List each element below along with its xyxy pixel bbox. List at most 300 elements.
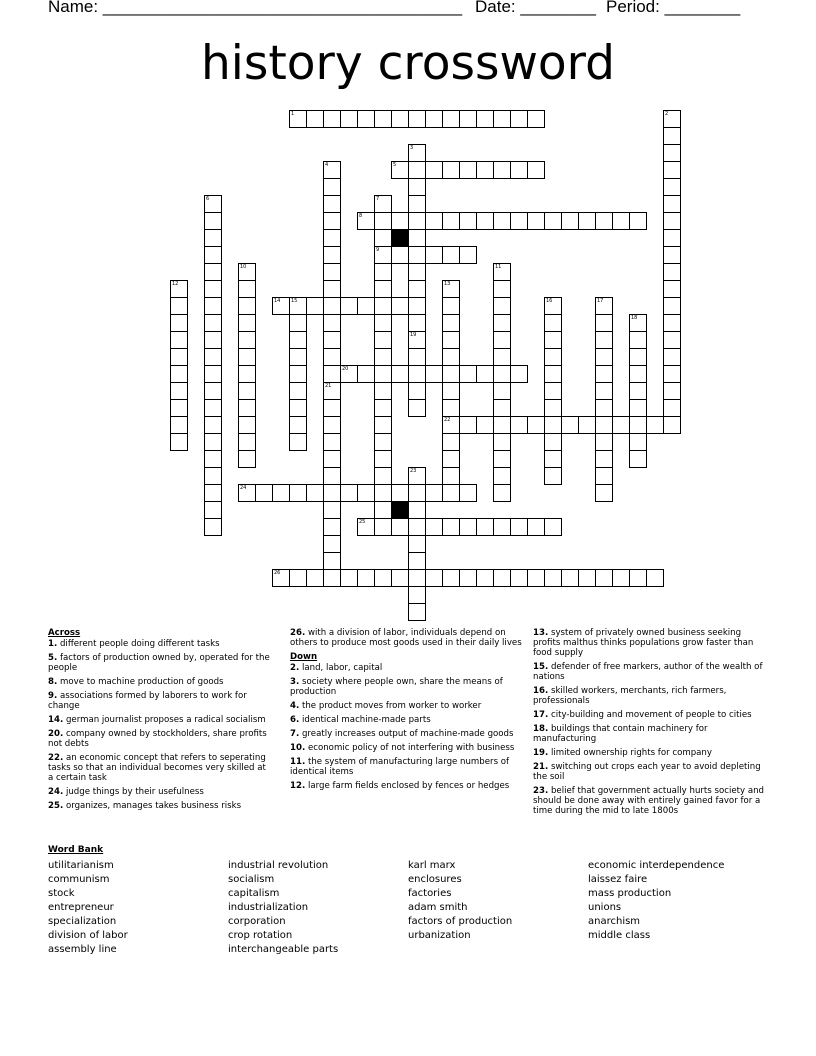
grid-cell[interactable]: [323, 314, 341, 332]
grid-cell[interactable]: [663, 348, 681, 366]
grid-cell[interactable]: [408, 314, 426, 332]
grid-cell[interactable]: [323, 365, 341, 383]
grid-cell[interactable]: [493, 348, 511, 366]
grid-cell[interactable]: [663, 399, 681, 417]
grid-cell[interactable]: [323, 484, 341, 502]
grid-cell[interactable]: [323, 416, 341, 434]
grid-cell[interactable]: [493, 433, 511, 451]
grid-cell[interactable]: [493, 161, 511, 179]
grid-cell[interactable]: [340, 365, 358, 383]
grid-cell[interactable]: [408, 501, 426, 519]
grid-cell[interactable]: [323, 399, 341, 417]
grid-cell[interactable]: [323, 552, 341, 570]
grid-cell[interactable]: [374, 467, 392, 485]
grid-cell[interactable]: [442, 484, 460, 502]
grid-cell[interactable]: [289, 382, 307, 400]
grid-cell[interactable]: [408, 161, 426, 179]
grid-cell[interactable]: [510, 365, 528, 383]
grid-cell[interactable]: [289, 314, 307, 332]
grid-cell[interactable]: [408, 518, 426, 536]
grid-cell[interactable]: [408, 552, 426, 570]
grid-cell[interactable]: [204, 484, 222, 502]
grid-cell[interactable]: [323, 569, 341, 587]
grid-cell[interactable]: [374, 365, 392, 383]
grid-cell[interactable]: [629, 348, 647, 366]
grid-cell[interactable]: [374, 433, 392, 451]
grid-cell[interactable]: [306, 484, 324, 502]
grid-cell[interactable]: [493, 399, 511, 417]
grid-cell[interactable]: [493, 382, 511, 400]
grid-cell[interactable]: [629, 314, 647, 332]
grid-cell[interactable]: [527, 161, 545, 179]
grid-cell[interactable]: [238, 450, 256, 468]
grid-cell[interactable]: [238, 484, 256, 502]
grid-cell[interactable]: [510, 110, 528, 128]
grid-cell[interactable]: [408, 399, 426, 417]
grid-cell[interactable]: [493, 416, 511, 434]
grid-cell[interactable]: [442, 450, 460, 468]
grid-cell[interactable]: [204, 467, 222, 485]
grid-cell[interactable]: [544, 297, 562, 315]
grid-cell[interactable]: [442, 314, 460, 332]
grid-cell[interactable]: [629, 416, 647, 434]
grid-cell[interactable]: [493, 314, 511, 332]
grid-cell[interactable]: [442, 569, 460, 587]
grid-cell[interactable]: [272, 297, 290, 315]
grid-cell[interactable]: [459, 212, 477, 230]
grid-cell[interactable]: [595, 348, 613, 366]
grid-cell[interactable]: [442, 331, 460, 349]
grid-cell[interactable]: [374, 382, 392, 400]
grid-cell[interactable]: [663, 127, 681, 145]
grid-cell[interactable]: [323, 229, 341, 247]
grid-cell[interactable]: [459, 569, 477, 587]
grid-cell[interactable]: [204, 246, 222, 264]
grid-cell[interactable]: [493, 263, 511, 281]
grid-cell[interactable]: [238, 314, 256, 332]
grid-cell[interactable]: [663, 331, 681, 349]
grid-cell[interactable]: [663, 314, 681, 332]
grid-cell[interactable]: [544, 416, 562, 434]
grid-cell[interactable]: [408, 467, 426, 485]
grid-cell[interactable]: [408, 212, 426, 230]
grid-cell[interactable]: [425, 484, 443, 502]
grid-cell[interactable]: [374, 195, 392, 213]
grid-cell[interactable]: [204, 501, 222, 519]
grid-cell[interactable]: [289, 110, 307, 128]
grid-cell[interactable]: [323, 348, 341, 366]
grid-cell[interactable]: [204, 450, 222, 468]
grid-cell[interactable]: [459, 110, 477, 128]
grid-cell[interactable]: [595, 467, 613, 485]
grid-cell[interactable]: [459, 484, 477, 502]
grid-cell[interactable]: [408, 263, 426, 281]
grid-cell[interactable]: [204, 348, 222, 366]
grid-cell[interactable]: [323, 161, 341, 179]
grid-cell[interactable]: [323, 382, 341, 400]
grid-cell[interactable]: [323, 246, 341, 264]
grid-cell[interactable]: [289, 569, 307, 587]
grid-cell[interactable]: [663, 280, 681, 298]
grid-cell[interactable]: [391, 297, 409, 315]
grid-cell[interactable]: [238, 416, 256, 434]
grid-cell[interactable]: [374, 484, 392, 502]
grid-cell[interactable]: [561, 212, 579, 230]
grid-cell[interactable]: [323, 178, 341, 196]
grid-cell[interactable]: [357, 365, 375, 383]
grid-cell[interactable]: [663, 297, 681, 315]
grid-cell[interactable]: [663, 416, 681, 434]
grid-cell[interactable]: [544, 518, 562, 536]
grid-cell[interactable]: [408, 348, 426, 366]
grid-cell[interactable]: [612, 416, 630, 434]
name-field[interactable]: Name: ______________________________________: [48, 0, 463, 16]
grid-cell[interactable]: [459, 416, 477, 434]
grid-cell[interactable]: [357, 484, 375, 502]
grid-cell[interactable]: [544, 433, 562, 451]
grid-cell[interactable]: [408, 280, 426, 298]
grid-cell[interactable]: [323, 501, 341, 519]
grid-cell[interactable]: [527, 569, 545, 587]
grid-cell[interactable]: [391, 569, 409, 587]
grid-cell[interactable]: [391, 246, 409, 264]
grid-cell[interactable]: [459, 518, 477, 536]
grid-cell[interactable]: [493, 365, 511, 383]
grid-cell[interactable]: [442, 467, 460, 485]
grid-cell[interactable]: [493, 518, 511, 536]
grid-cell[interactable]: [544, 467, 562, 485]
grid-cell[interactable]: [476, 212, 494, 230]
grid-cell[interactable]: [255, 484, 273, 502]
grid-cell[interactable]: [170, 433, 188, 451]
grid-cell[interactable]: [340, 569, 358, 587]
grid-cell[interactable]: [374, 229, 392, 247]
grid-cell[interactable]: [374, 518, 392, 536]
grid-cell[interactable]: [459, 246, 477, 264]
grid-cell[interactable]: [204, 229, 222, 247]
grid-cell[interactable]: [442, 433, 460, 451]
grid-cell[interactable]: [544, 450, 562, 468]
grid-cell[interactable]: [238, 280, 256, 298]
grid-cell[interactable]: [323, 110, 341, 128]
grid-cell[interactable]: [323, 263, 341, 281]
grid-cell[interactable]: [425, 246, 443, 264]
grid-cell[interactable]: [238, 331, 256, 349]
grid-cell[interactable]: [408, 569, 426, 587]
grid-cell[interactable]: [425, 110, 443, 128]
grid-cell[interactable]: [629, 569, 647, 587]
grid-cell[interactable]: [408, 229, 426, 247]
grid-cell[interactable]: [323, 467, 341, 485]
grid-cell[interactable]: [493, 467, 511, 485]
period-field[interactable]: Period: ________: [606, 0, 741, 16]
grid-cell[interactable]: [493, 280, 511, 298]
grid-cell[interactable]: [629, 331, 647, 349]
grid-cell[interactable]: [408, 110, 426, 128]
grid-cell[interactable]: [629, 399, 647, 417]
grid-cell[interactable]: [561, 416, 579, 434]
grid-cell[interactable]: [493, 450, 511, 468]
grid-cell[interactable]: [170, 348, 188, 366]
grid-cell[interactable]: [340, 484, 358, 502]
grid-cell[interactable]: [663, 110, 681, 128]
grid-cell[interactable]: [629, 365, 647, 383]
grid-cell[interactable]: [493, 484, 511, 502]
grid-cell[interactable]: [340, 297, 358, 315]
grid-cell[interactable]: [323, 433, 341, 451]
grid-cell[interactable]: [289, 297, 307, 315]
grid-cell[interactable]: [391, 365, 409, 383]
grid-cell[interactable]: [595, 569, 613, 587]
grid-cell[interactable]: [204, 263, 222, 281]
grid-cell[interactable]: [629, 382, 647, 400]
grid-cell[interactable]: [646, 416, 664, 434]
grid-cell[interactable]: [442, 365, 460, 383]
grid-cell[interactable]: [323, 331, 341, 349]
grid-cell[interactable]: [374, 297, 392, 315]
grid-cell[interactable]: [374, 280, 392, 298]
grid-cell[interactable]: [357, 569, 375, 587]
grid-cell[interactable]: [442, 348, 460, 366]
grid-cell[interactable]: [442, 382, 460, 400]
grid-cell[interactable]: [391, 484, 409, 502]
grid-cell[interactable]: [238, 348, 256, 366]
grid-cell[interactable]: [289, 399, 307, 417]
grid-cell[interactable]: [357, 110, 375, 128]
grid-cell[interactable]: [272, 569, 290, 587]
grid-cell[interactable]: [204, 399, 222, 417]
grid-cell[interactable]: [544, 348, 562, 366]
grid-cell[interactable]: [425, 569, 443, 587]
grid-cell[interactable]: [374, 450, 392, 468]
grid-cell[interactable]: [442, 110, 460, 128]
grid-cell[interactable]: [289, 484, 307, 502]
grid-cell[interactable]: [391, 518, 409, 536]
grid-cell[interactable]: [289, 433, 307, 451]
grid-cell[interactable]: [527, 416, 545, 434]
grid-cell[interactable]: [323, 195, 341, 213]
grid-cell[interactable]: [323, 297, 341, 315]
grid-cell[interactable]: [442, 518, 460, 536]
grid-cell[interactable]: [544, 365, 562, 383]
grid-cell[interactable]: [204, 212, 222, 230]
grid-cell[interactable]: [510, 212, 528, 230]
grid-cell[interactable]: [204, 518, 222, 536]
grid-cell[interactable]: [476, 518, 494, 536]
grid-cell[interactable]: [663, 212, 681, 230]
grid-cell[interactable]: [578, 212, 596, 230]
grid-cell[interactable]: [663, 246, 681, 264]
grid-cell[interactable]: [238, 297, 256, 315]
grid-cell[interactable]: [374, 569, 392, 587]
grid-cell[interactable]: [629, 450, 647, 468]
grid-cell[interactable]: [663, 229, 681, 247]
grid-cell[interactable]: [408, 178, 426, 196]
grid-cell[interactable]: [476, 161, 494, 179]
grid-cell[interactable]: [493, 569, 511, 587]
grid-cell[interactable]: [663, 263, 681, 281]
grid-cell[interactable]: [170, 280, 188, 298]
grid-cell[interactable]: [476, 365, 494, 383]
grid-cell[interactable]: [544, 569, 562, 587]
grid-cell[interactable]: [374, 399, 392, 417]
grid-cell[interactable]: [510, 416, 528, 434]
grid-cell[interactable]: [595, 433, 613, 451]
grid-cell[interactable]: [374, 212, 392, 230]
grid-cell[interactable]: [323, 212, 341, 230]
grid-cell[interactable]: [442, 246, 460, 264]
grid-cell[interactable]: [408, 603, 426, 621]
grid-cell[interactable]: [595, 399, 613, 417]
grid-cell[interactable]: [544, 212, 562, 230]
grid-cell[interactable]: [170, 416, 188, 434]
grid-cell[interactable]: [391, 110, 409, 128]
grid-cell[interactable]: [595, 297, 613, 315]
grid-cell[interactable]: [289, 331, 307, 349]
grid-cell[interactable]: [408, 144, 426, 162]
grid-cell[interactable]: [595, 416, 613, 434]
grid-cell[interactable]: [442, 297, 460, 315]
grid-cell[interactable]: [238, 382, 256, 400]
grid-cell[interactable]: [663, 178, 681, 196]
grid-cell[interactable]: [204, 297, 222, 315]
grid-cell[interactable]: [357, 212, 375, 230]
grid-cell[interactable]: [408, 535, 426, 553]
grid-cell[interactable]: [442, 280, 460, 298]
grid-cell[interactable]: [544, 331, 562, 349]
grid-cell[interactable]: [204, 433, 222, 451]
grid-cell[interactable]: [493, 212, 511, 230]
grid-cell[interactable]: [204, 314, 222, 332]
grid-cell[interactable]: [442, 399, 460, 417]
grid-cell[interactable]: [663, 144, 681, 162]
date-field[interactable]: Date: ________: [475, 0, 596, 16]
grid-cell[interactable]: [442, 416, 460, 434]
grid-cell[interactable]: [170, 331, 188, 349]
grid-cell[interactable]: [408, 382, 426, 400]
grid-cell[interactable]: [595, 382, 613, 400]
grid-cell[interactable]: [544, 399, 562, 417]
grid-cell[interactable]: [476, 416, 494, 434]
grid-cell[interactable]: [204, 331, 222, 349]
grid-cell[interactable]: [663, 365, 681, 383]
grid-cell[interactable]: [374, 331, 392, 349]
grid-cell[interactable]: [527, 518, 545, 536]
grid-cell[interactable]: [629, 433, 647, 451]
grid-cell[interactable]: [442, 212, 460, 230]
grid-cell[interactable]: [527, 110, 545, 128]
grid-cell[interactable]: [374, 246, 392, 264]
grid-cell[interactable]: [340, 110, 358, 128]
grid-cell[interactable]: [663, 161, 681, 179]
grid-cell[interactable]: [408, 484, 426, 502]
grid-cell[interactable]: [238, 263, 256, 281]
grid-cell[interactable]: [170, 399, 188, 417]
grid-cell[interactable]: [204, 365, 222, 383]
grid-cell[interactable]: [374, 263, 392, 281]
grid-cell[interactable]: [408, 331, 426, 349]
grid-cell[interactable]: [493, 297, 511, 315]
grid-cell[interactable]: [425, 212, 443, 230]
grid-cell[interactable]: [170, 314, 188, 332]
grid-cell[interactable]: [612, 569, 630, 587]
grid-cell[interactable]: [629, 212, 647, 230]
grid-cell[interactable]: [391, 161, 409, 179]
grid-cell[interactable]: [374, 348, 392, 366]
grid-cell[interactable]: [595, 314, 613, 332]
grid-cell[interactable]: [323, 518, 341, 536]
grid-cell[interactable]: [323, 535, 341, 553]
grid-cell[interactable]: [289, 348, 307, 366]
grid-cell[interactable]: [374, 110, 392, 128]
grid-cell[interactable]: [425, 518, 443, 536]
grid-cell[interactable]: [323, 280, 341, 298]
grid-cell[interactable]: [238, 399, 256, 417]
grid-cell[interactable]: [289, 365, 307, 383]
grid-cell[interactable]: [357, 297, 375, 315]
grid-cell[interactable]: [493, 331, 511, 349]
grid-cell[interactable]: [510, 518, 528, 536]
grid-cell[interactable]: [595, 450, 613, 468]
grid-cell[interactable]: [595, 331, 613, 349]
grid-cell[interactable]: [170, 382, 188, 400]
grid-cell[interactable]: [646, 569, 664, 587]
grid-cell[interactable]: [272, 484, 290, 502]
grid-cell[interactable]: [306, 297, 324, 315]
grid-cell[interactable]: [510, 161, 528, 179]
grid-cell[interactable]: [612, 212, 630, 230]
grid-cell[interactable]: [527, 212, 545, 230]
grid-cell[interactable]: [442, 161, 460, 179]
grid-cell[interactable]: [306, 569, 324, 587]
grid-cell[interactable]: [510, 569, 528, 587]
grid-cell[interactable]: [544, 314, 562, 332]
grid-cell[interactable]: [595, 365, 613, 383]
grid-cell[interactable]: [170, 297, 188, 315]
grid-cell[interactable]: [459, 161, 477, 179]
grid-cell[interactable]: [595, 484, 613, 502]
grid-cell[interactable]: [408, 365, 426, 383]
grid-cell[interactable]: [663, 382, 681, 400]
grid-cell[interactable]: [561, 569, 579, 587]
grid-cell[interactable]: [374, 501, 392, 519]
grid-cell[interactable]: [408, 195, 426, 213]
grid-cell[interactable]: [323, 450, 341, 468]
grid-cell[interactable]: [425, 161, 443, 179]
grid-cell[interactable]: [408, 586, 426, 604]
grid-cell[interactable]: [544, 382, 562, 400]
grid-cell[interactable]: [204, 382, 222, 400]
grid-cell[interactable]: [374, 314, 392, 332]
grid-cell[interactable]: [357, 518, 375, 536]
grid-cell[interactable]: [493, 110, 511, 128]
grid-cell[interactable]: [476, 569, 494, 587]
grid-cell[interactable]: [170, 365, 188, 383]
grid-cell[interactable]: [238, 433, 256, 451]
grid-cell[interactable]: [204, 280, 222, 298]
grid-cell[interactable]: [663, 195, 681, 213]
grid-cell[interactable]: [476, 110, 494, 128]
grid-cell[interactable]: [578, 569, 596, 587]
grid-cell[interactable]: [204, 195, 222, 213]
grid-cell[interactable]: [374, 416, 392, 434]
grid-cell[interactable]: [459, 365, 477, 383]
grid-cell[interactable]: [578, 416, 596, 434]
grid-cell[interactable]: [391, 212, 409, 230]
grid-cell[interactable]: [595, 212, 613, 230]
grid-cell[interactable]: [425, 365, 443, 383]
grid-cell[interactable]: [306, 110, 324, 128]
